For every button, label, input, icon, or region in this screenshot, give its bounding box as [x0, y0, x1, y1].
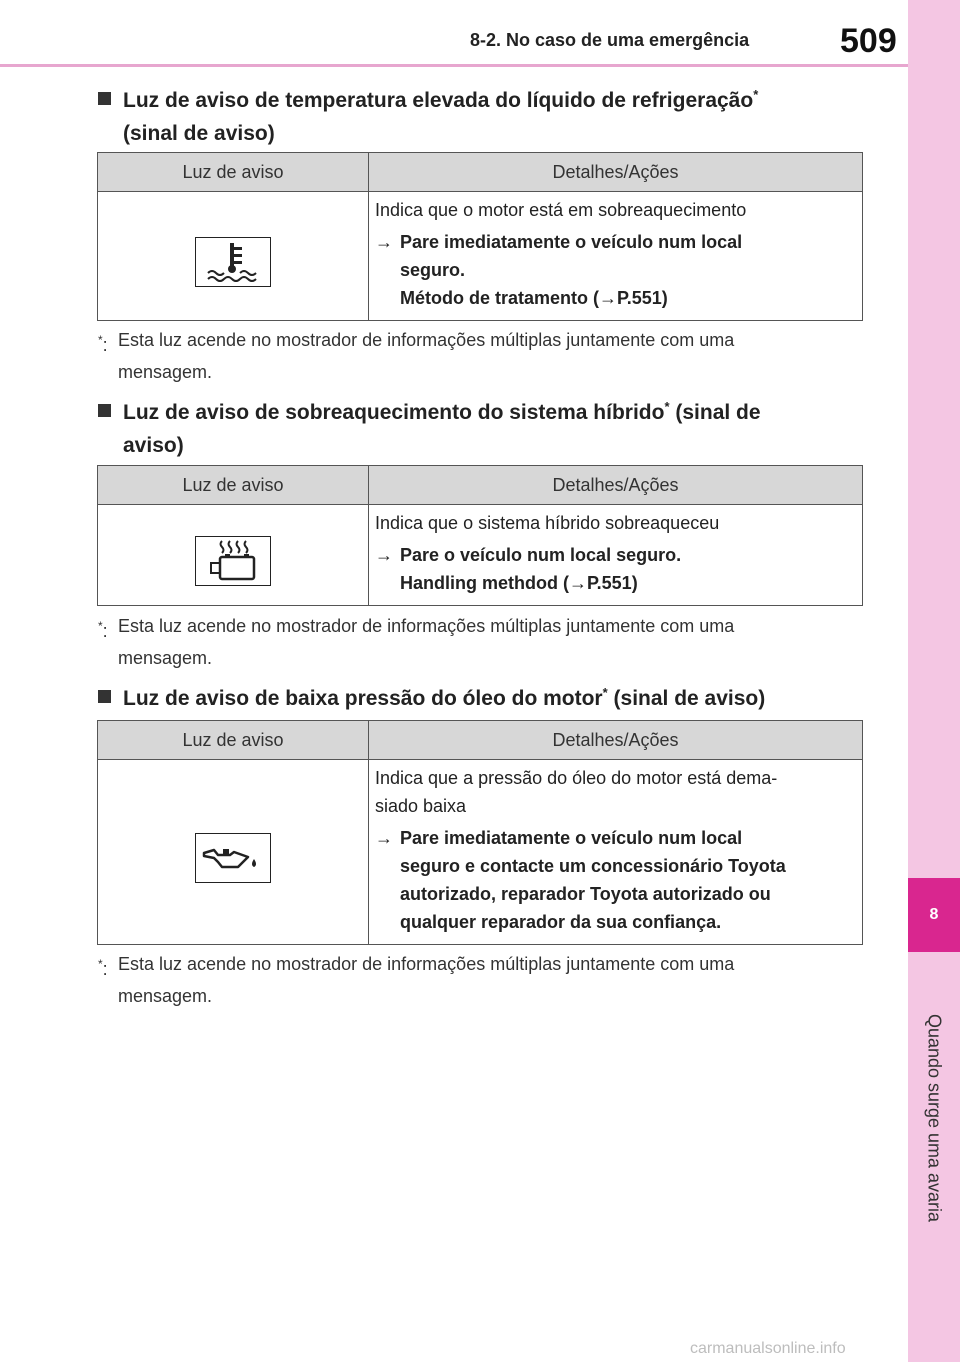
bullet-square-icon — [98, 404, 111, 417]
section-heading-oil: Luz de aviso de baixa pressão do óleo do motor* (sinal de aviso) — [98, 676, 858, 715]
details-description: Indica que o motor está em sobreaquecimento — [375, 200, 747, 220]
column-header-details: Detalhes/Ações — [369, 466, 863, 505]
details-description-line: siado baixa — [375, 796, 467, 816]
footnote-hybrid: *: Esta luz acende no mostrador de informações múltiplas juntamente com uma mensagem. — [98, 616, 735, 668]
footnote-coolant: *: Esta luz acende no mostrador de informações múltiplas juntamente com uma mensagem. — [98, 330, 735, 382]
column-header-light: Luz de aviso — [98, 153, 369, 192]
warning-table-coolant — [97, 152, 863, 321]
footnote-oil: *: Esta luz acende no mostrador de informações múltiplas juntamente com uma mensagem. — [98, 954, 735, 1006]
chapter-title: Quando surge uma avaria — [924, 1013, 945, 1223]
warning-table-hybrid — [97, 465, 863, 606]
action-instruction: → Pare imediatamente o veículo num local seguro. Método de tratamento (→P.551) — [375, 228, 856, 312]
action-instruction: → Pare o veículo num local seguro. Handling methdod (→P.551) — [375, 541, 856, 597]
column-header-details: Detalhes/Ações — [369, 153, 863, 192]
hybrid-system-overheat-icon — [195, 536, 271, 586]
details-description-line: Indica que a pressão do óleo do motor está dema- — [375, 768, 778, 788]
arrow-right-icon: → — [375, 545, 393, 565]
page-number: 509 — [840, 22, 897, 60]
arrow-right-icon: → — [375, 232, 393, 252]
header-rule — [0, 64, 908, 67]
column-header-details: Detalhes/Ações — [369, 721, 863, 760]
details-description: Indica que o sistema híbrido sobreaqueceu — [375, 513, 720, 533]
bullet-square-icon — [98, 92, 111, 105]
chapter-badge: 8 — [908, 878, 960, 952]
action-instruction: → Pare imediatamente o veículo num local seguro e contacte um concessionário Toyota autorizado, reparador Toyota autorizado ou qualquer reparador da sua confiança. — [375, 824, 856, 936]
watermark: carmanualsonline.info — [690, 1340, 846, 1357]
section-heading-hybrid: Luz de aviso de sobreaquecimento do sistema híbrido* (sinal de aviso) — [98, 390, 858, 462]
column-header-light: Luz de aviso — [98, 721, 369, 760]
arrow-right-icon: → — [375, 828, 393, 848]
oil-pressure-icon — [195, 833, 271, 883]
section-heading-coolant: Luz de aviso de temperatura elevada do líquido de refrigeração* (sinal de aviso) — [98, 78, 858, 150]
header-section-title: 8-2. No caso de uma emergência — [470, 30, 750, 50]
coolant-temperature-icon — [195, 237, 271, 287]
warning-table-oil — [97, 720, 863, 945]
column-header-light: Luz de aviso — [98, 466, 369, 505]
bullet-square-icon — [98, 690, 111, 703]
